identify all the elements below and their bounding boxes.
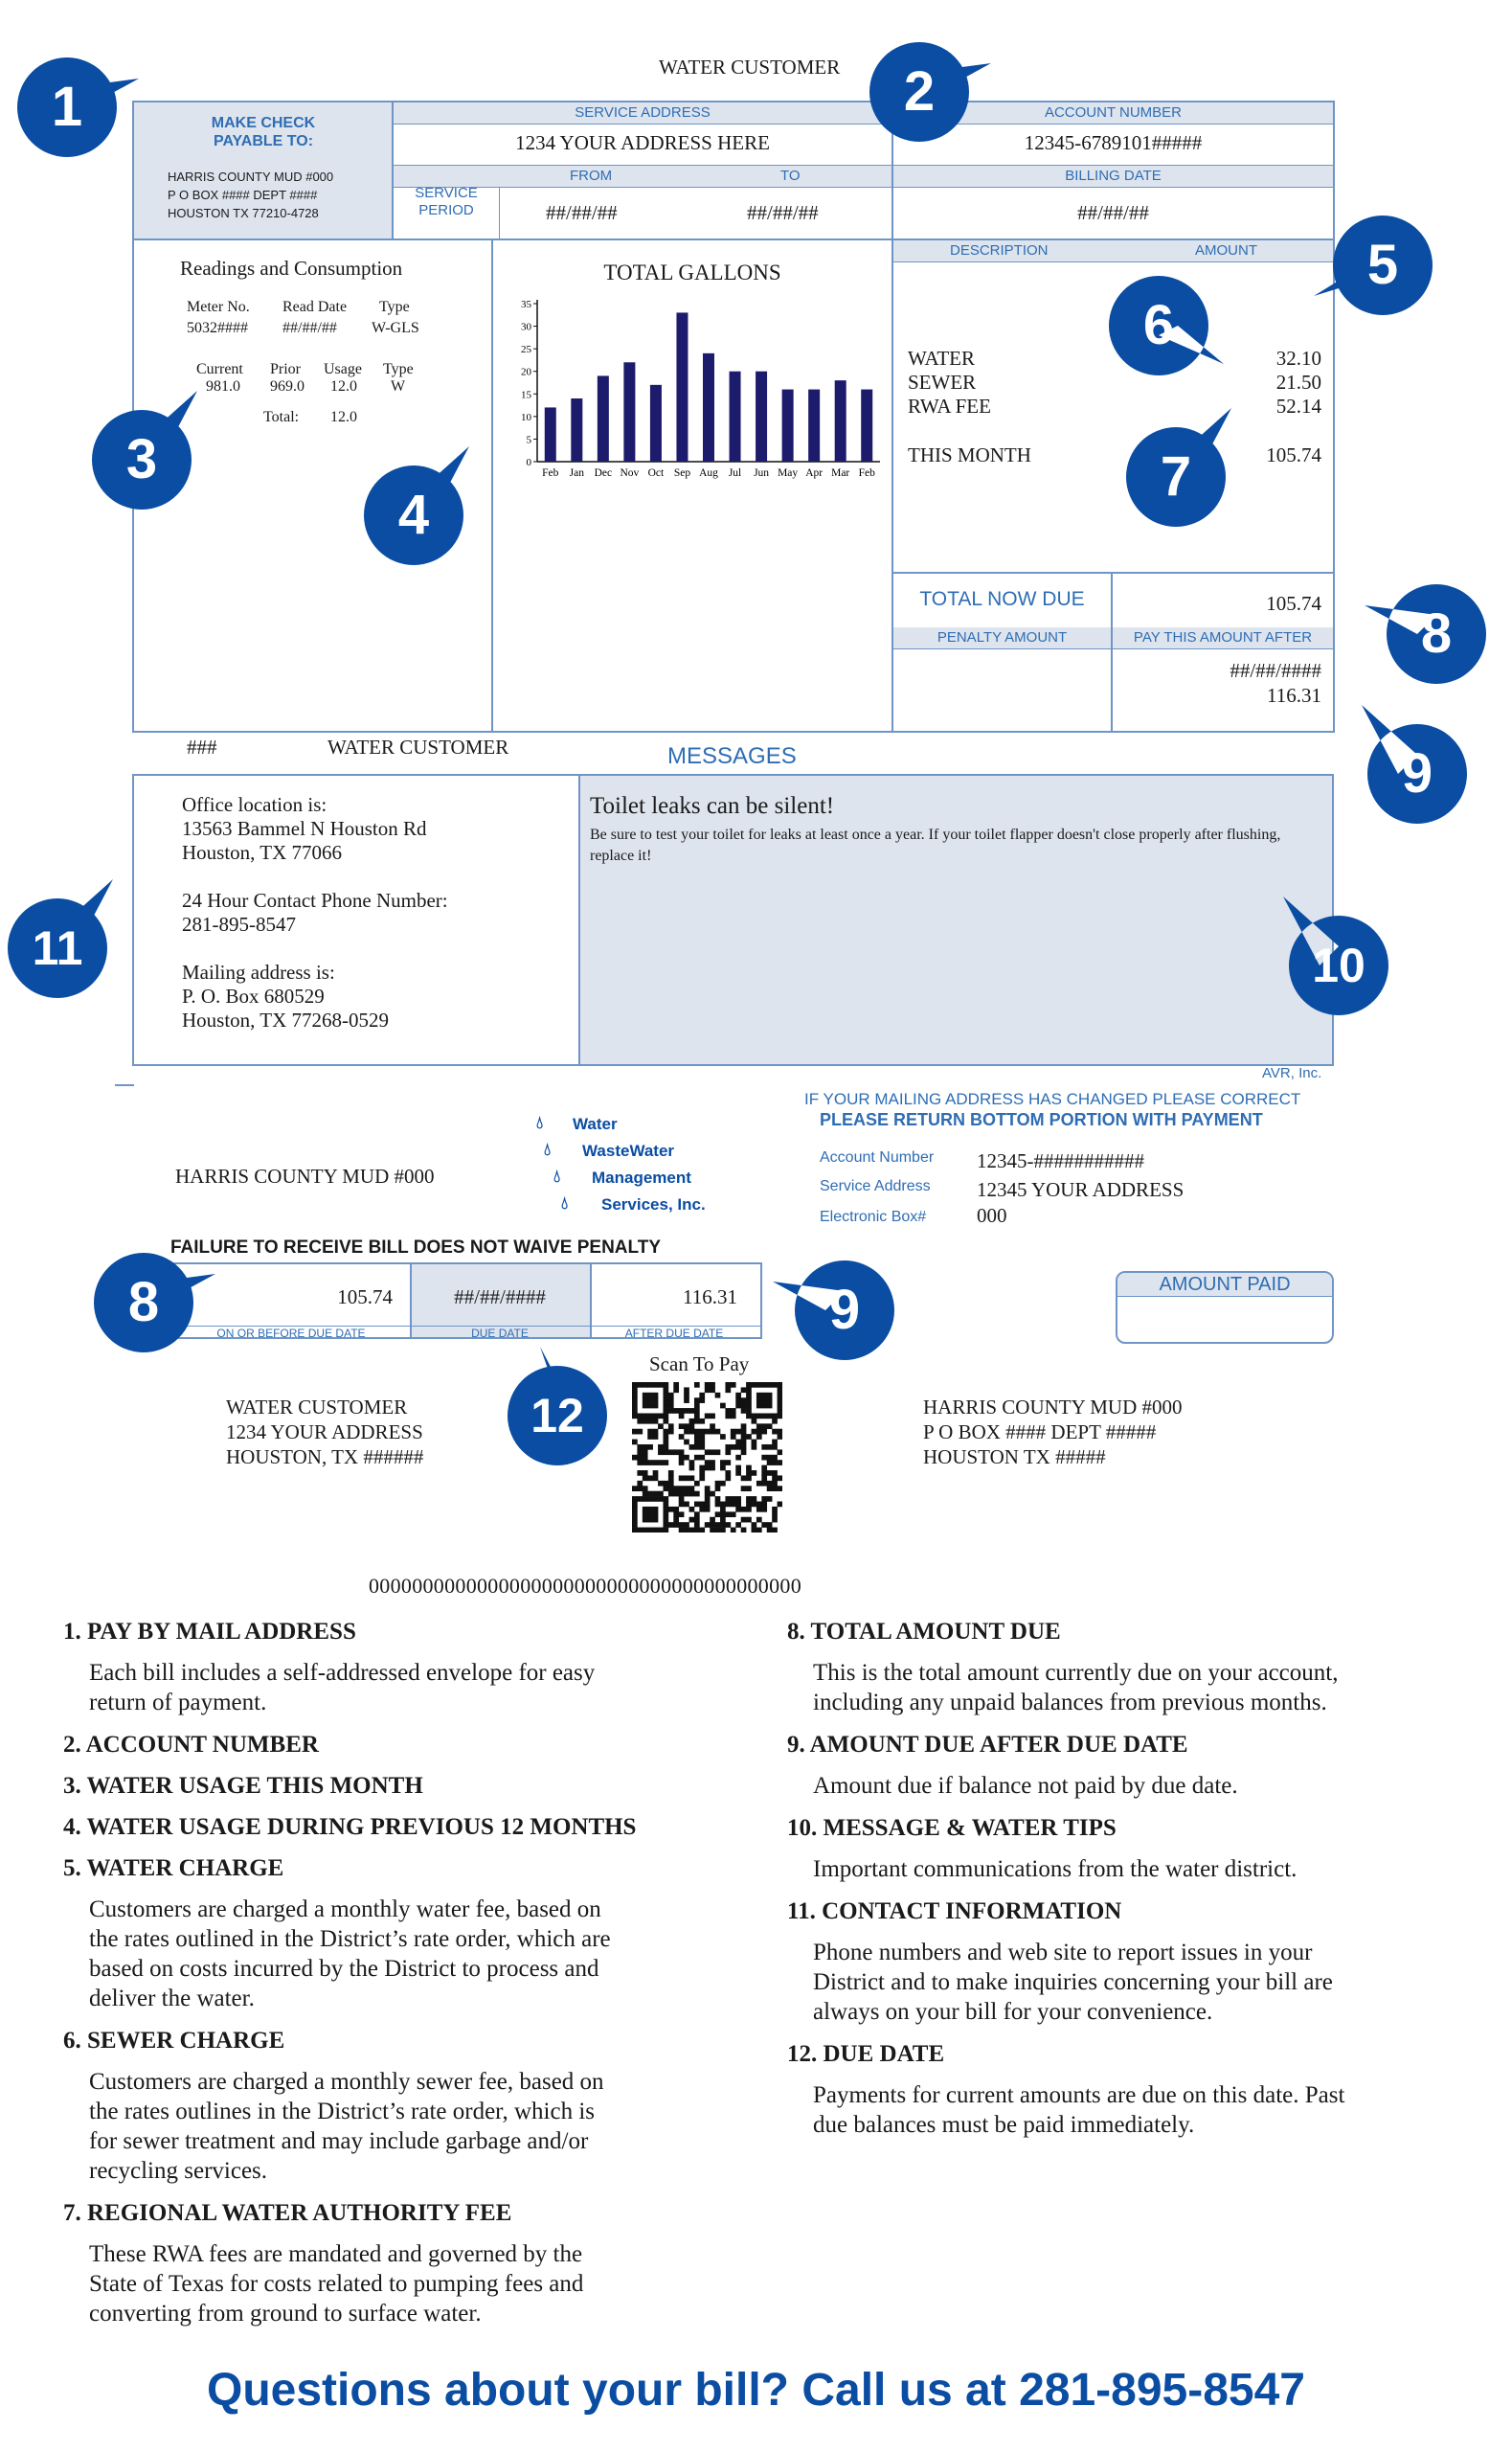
drop-icon: 💧︎ [561,1193,569,1213]
legend-heading: 4. WATER USAGE DURING PREVIOUS 12 MONTHS [63,1814,637,1840]
type2-label: Type [383,361,414,377]
read-date: ##/##/## [282,320,337,336]
make-check-label: MAKE CHECK PAYABLE TO: [211,115,316,149]
chart-title: TOTAL GALLONS [603,261,781,284]
legend-description: Customers are charged a monthly sewer fee, based on [89,2069,604,2095]
legend-heading: 3. WATER USAGE THIS MONTH [63,1773,423,1799]
legend-heading: 8. TOTAL AMOUNT DUE [787,1619,1061,1645]
legend-heading: 6. SEWER CHARGE [63,2028,285,2054]
total-now-due: 105.74 [1266,592,1321,615]
callout-number: 9 [828,1279,861,1341]
billing-date-label: BILLING DATE [893,166,1333,187]
vendor-label: AVR, Inc. [1262,1065,1322,1081]
address-changed-notice: IF YOUR MAILING ADDRESS HAS CHANGED PLEASE CORRECT [804,1090,1301,1108]
callout-number: 5 [1366,234,1399,296]
x-tick-label: Sep [673,467,691,479]
gallons-chart [493,287,891,498]
callout-marker-7 [1118,420,1233,534]
callout-marker-6 [1101,268,1216,383]
callout-number: 2 [903,60,936,123]
y-tick-label: 5 [526,434,531,446]
callout-marker-8 [1379,577,1494,692]
return-bottom-notice: PLEASE RETURN BOTTOM PORTION WITH PAYMENT [820,1110,1263,1129]
bar [808,390,820,462]
pay-after-amount: 116.31 [1267,684,1321,707]
this-month-amount: 105.74 [1266,443,1321,466]
failure-notice: FAILURE TO RECEIVE BILL DOES NOT WAIVE PENALTY [170,1237,661,1258]
total-label: Total: [263,409,300,425]
readings-title: Readings and Consumption [180,257,403,280]
prior-reading: 969.0 [270,378,305,395]
y-tick-label: 35 [521,299,531,310]
x-tick-label: Dec [594,467,613,479]
stub-electronic-box: 000 [977,1204,1007,1227]
drop-icon: 💧︎ [536,1113,544,1132]
legend-description: including any unpaid balances from previous months. [813,1690,1327,1715]
stub-customer-address: WATER CUSTOMER 1234 YOUR ADDRESS HOUSTON, TX ###### [226,1396,424,1468]
x-tick-label: Aug [699,467,718,479]
stub-on-before-amount: 105.74 [337,1285,393,1308]
callout-number: 6 [1142,294,1175,356]
meter-no-label: Meter No. [187,299,250,315]
legend-heading: 9. AMOUNT DUE AFTER DUE DATE [787,1732,1188,1758]
callout-number: 8 [127,1271,160,1333]
stub-account-number: 12345-########### [977,1149,1144,1172]
callout-number: 10 [1312,939,1365,992]
callout-marker-3 [84,402,199,517]
bar [756,372,767,462]
message-title: Toilet leaks can be silent! [590,793,835,819]
customer-name-top: WATER CUSTOMER [659,56,841,79]
legend-description: recycling services. [89,2158,268,2184]
callout-marker-8 [86,1245,201,1360]
amount-paid-label: AMOUNT PAID [1117,1273,1332,1296]
usage-value: 12.0 [330,378,357,395]
pay-after-date: ##/##/#### [1230,659,1321,682]
logo-line-4: Services, Inc. [601,1195,706,1214]
qr-code-icon[interactable] [632,1382,782,1532]
customer-code: ### [187,736,217,759]
current-reading: 981.0 [206,378,240,395]
y-tick-label: 30 [521,321,531,333]
message-body: Be sure to test your toilet for leaks at least once a year. If your toilet flapper doesn't close properly after flushing, replace it! [590,827,1281,864]
charge-amount: 52.14 [1275,395,1321,418]
legend-heading: 11. CONTACT INFORMATION [787,1898,1122,1924]
legend-description: Each bill includes a self-addressed envelope for easy [89,1660,596,1686]
payee-address: HARRIS COUNTY MUD #000 P O BOX #### DEPT #### HOUSTON TX 77210-4728 [168,170,334,220]
callout-number: 1 [51,76,83,138]
legend-description: State of Texas for costs related to pumping fees and [89,2271,584,2297]
bar [730,372,741,462]
x-tick-label: Feb [858,467,875,479]
total-now-due-label: TOTAL NOW DUE [919,588,1085,610]
read-date-label: Read Date [282,299,348,315]
description-label: DESCRIPTION [950,242,1049,259]
y-tick-label: 25 [521,344,531,356]
callout-marker-9 [787,1253,902,1368]
legend-heading: 12. DUE DATE [787,2041,945,2067]
logo-line-1: Water [573,1115,618,1133]
bar [598,375,609,462]
legend-description: Phone numbers and web site to report issues in your [813,1940,1313,1965]
callout-marker-2 [862,34,977,149]
charge-amount: 21.50 [1275,371,1321,394]
legend-description: converting from ground to surface water. [89,2301,482,2327]
legend-heading: 7. REGIONAL WATER AUTHORITY FEE [63,2200,512,2226]
service-address: 1234 YOUR ADDRESS HERE [515,131,770,154]
bar [571,398,582,462]
callout-marker-9 [1360,716,1475,831]
customer-name-mid: WATER CUSTOMER [327,736,509,759]
due-date-label: DUE DATE [471,1327,529,1340]
account-number: 12345-6789101##### [1024,131,1203,154]
legend-description: always on your bill for your convenience. [813,1999,1213,2025]
legend-description: the rates outlines in the District’s rate order, which is [89,2099,596,2124]
stub-remit-address: HARRIS COUNTY MUD #000 P O BOX #### DEPT ##### HOUSTON TX ##### [923,1396,1183,1468]
stub-after-amount: 116.31 [683,1285,737,1308]
x-tick-label: Jan [569,467,584,479]
service-period-label: SERVICE PERIOD [415,185,478,218]
drop-icon: 💧︎ [553,1167,561,1186]
bar [782,390,794,462]
billing-date: ##/##/## [1077,201,1149,224]
penalty-amount-label: PENALTY AMOUNT [893,627,1111,648]
legend-heading: 1. PAY BY MAIL ADDRESS [63,1619,356,1645]
after-label: AFTER DUE DATE [624,1327,724,1340]
legend-heading: 10. MESSAGE & WATER TIPS [787,1815,1117,1841]
callout-marker-12 [500,1358,615,1473]
stub-account-label: Account Number [820,1149,935,1166]
logo-line-3: Management [592,1169,691,1187]
stub-service-address: 12345 YOUR ADDRESS [977,1178,1185,1201]
meter-no: 5032#### [187,320,248,336]
legend-description: Customers are charged a monthly water fee, based on [89,1896,601,1922]
charge-label: RWA FEE [908,395,991,418]
x-tick-label: Jun [754,467,770,479]
legend-description: Payments for current amounts are due on this date. Past [813,2082,1345,2108]
legend-description: due balances must be paid immediately. [813,2112,1195,2138]
bar [676,312,688,462]
scan-to-pay-label: Scan To Pay [649,1352,750,1375]
legend-description: deliver the water. [89,1986,255,2011]
legend-description: based on costs incurred by the District to process and [89,1956,599,1982]
legend-description: Important communications from the water district. [813,1856,1298,1882]
current-label: Current [196,361,243,377]
callout-marker-10 [1281,908,1396,1023]
questions-footer: Questions about your bill? Call us at 281-895-8547 [206,2365,1305,2416]
legend-heading: 2. ACCOUNT NUMBER [63,1732,319,1758]
callout-number: 9 [1401,742,1433,805]
charge-label: SEWER [908,371,977,394]
on-before-label: ON OR BEFORE DUE DATE [216,1327,366,1340]
service-address-label: SERVICE ADDRESS [394,102,891,124]
x-tick-label: May [778,467,799,479]
bar [703,353,714,462]
usage-label: Usage [324,361,362,377]
x-tick-label: Apr [805,467,824,479]
type-label: Type [379,299,410,315]
contact-info: Office location is: 13563 Bammel N Houston Rd Houston, TX 77066 24 Hour Contact Phone Number: 281-895-8547 Mailing address is: P. O. Box 680529 Houston, TX 77268-0529 [182,793,448,1032]
y-tick-label: 0 [526,457,531,468]
stub-service-address-label: Service Address [820,1178,931,1194]
stub-district: HARRIS COUNTY MUD #000 [175,1165,435,1188]
legend-description: Amount due if balance not paid by due date. [813,1773,1238,1799]
from-to-header [394,166,891,187]
barcode-digits: 0000000000000000000000000000000000000000 [369,1574,801,1598]
bar [623,362,635,462]
amount-label: AMOUNT [1195,242,1257,259]
x-tick-label: Mar [831,467,850,479]
account-number-label: ACCOUNT NUMBER [893,102,1333,124]
meter-type: W-GLS [372,320,419,336]
legend-description: These RWA fees are mandated and governed by the [89,2241,583,2267]
y-tick-label: 15 [521,389,531,401]
callout-number: 12 [530,1389,584,1442]
x-tick-label: Jul [728,467,742,479]
callout-number: 11 [32,921,83,975]
prior-label: Prior [270,361,301,377]
to-value: ##/##/## [747,201,819,224]
stub-due-date: ##/##/#### [454,1285,546,1308]
logo-line-2: WasteWater [582,1142,675,1160]
usage-type: W [391,378,406,395]
y-tick-label: 10 [521,411,531,423]
charge-label: WATER [908,347,975,370]
legend-description: District and to make inquiries concerning your bill are [813,1969,1333,1995]
this-month-label: THIS MONTH [908,443,1031,466]
callout-number: 7 [1160,445,1192,508]
callout-marker-11 [0,891,115,1006]
bar [545,407,556,462]
bar [650,385,662,462]
bar [835,380,846,462]
y-tick-label: 20 [521,366,531,378]
legend-description: return of payment. [89,1690,267,1715]
charge-amount: 32.10 [1275,347,1321,370]
callout-number: 8 [1420,602,1453,665]
from-value: ##/##/## [546,201,618,224]
x-tick-label: Feb [542,467,559,479]
legend-description: for sewer treatment and may include garbage and/or [89,2128,589,2154]
callout-marker-1 [10,50,124,165]
to-label: TO [780,168,801,184]
bar [861,390,872,462]
legend-heading: 5. WATER CHARGE [63,1855,284,1881]
total-value: 12.0 [330,409,357,425]
stub-electronic-box-label: Electronic Box# [820,1209,927,1225]
legend-description: This is the total amount currently due on your account, [813,1660,1339,1686]
callout-number: 4 [397,484,430,546]
wwms-logo [536,1109,747,1224]
messages-label: MESSAGES [667,743,797,769]
pay-after-label: PAY THIS AMOUNT AFTER [1113,627,1333,648]
from-label: FROM [570,168,613,184]
callout-number: 3 [125,428,158,490]
x-tick-label: Nov [620,467,640,479]
callout-marker-5 [1325,208,1440,323]
drop-icon: 💧︎ [544,1140,552,1159]
x-tick-label: Oct [647,467,665,479]
callout-marker-4 [356,458,471,573]
legend-description: the rates outlined in the District’s rate order, which are [89,1926,611,1952]
